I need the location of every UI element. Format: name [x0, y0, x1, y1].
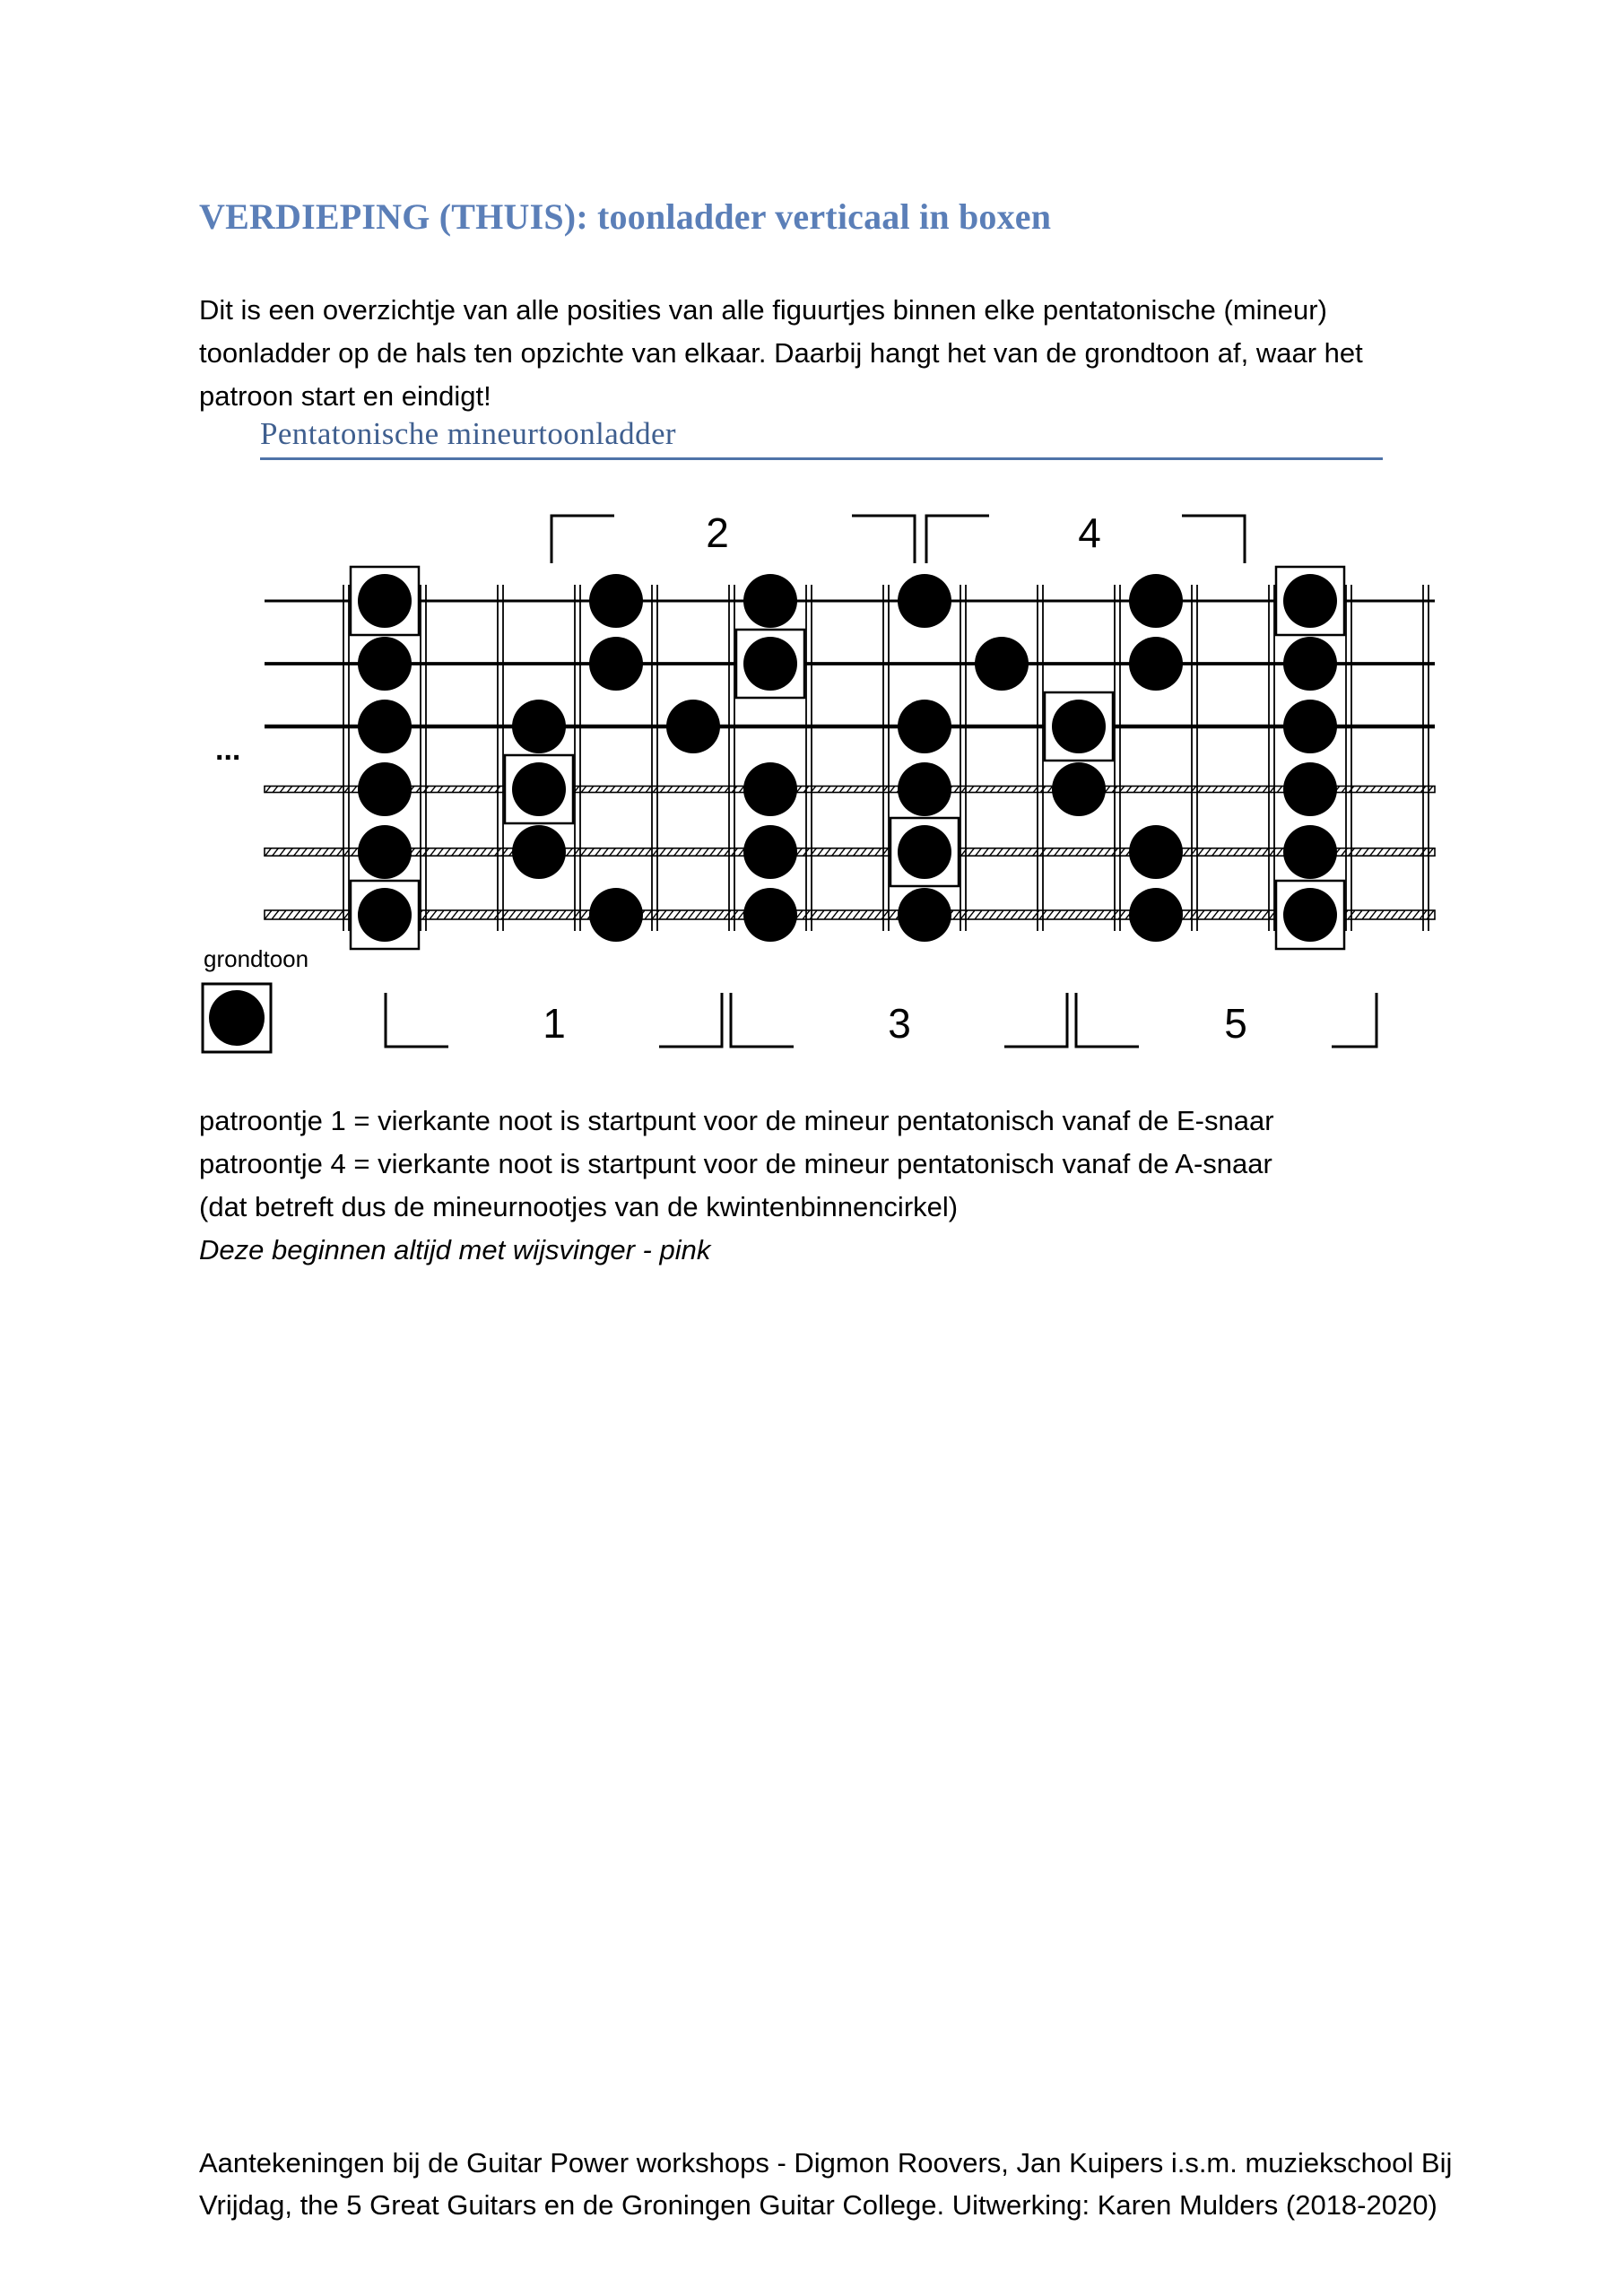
scale-note-dot [898, 700, 951, 753]
fretboard-diagram [193, 498, 1448, 1076]
root-note-dot [743, 637, 797, 691]
scale-note-dot [975, 637, 1029, 691]
scale-note-dot [743, 888, 797, 942]
diagram-caption: Pentatonische mineurtoonladder [260, 416, 1383, 460]
intro-line: Dit is een overzichtje van alle posities van alle figuurtjes binnen elke pentatonische (mineur) [199, 294, 1327, 326]
scale-note-dot [1283, 637, 1337, 691]
fret-line [1423, 585, 1429, 931]
scale-note-dot [743, 825, 797, 879]
scale-note-dot [898, 762, 951, 816]
root-note-dot [1283, 574, 1337, 628]
pattern-bracket [926, 516, 989, 563]
note-line: patroontje 1 = vierkante noot is startpunt voor de mineur pentatonisch vanaf de E-snaar [199, 1105, 1274, 1136]
scale-note-dot [512, 825, 566, 879]
root-note-dot [358, 574, 412, 628]
note-line: patroontje 4 = vierkante noot is startpunt voor de mineur pentatonisch vanaf de A-snaar [199, 1148, 1272, 1179]
string-6 [265, 910, 1435, 919]
footer-line: Aantekeningen bij de Guitar Power workshops - Digmon Roovers, Jan Kuipers i.s.m. muziekschool Bij [199, 2147, 1453, 2179]
scale-note-dot [512, 700, 566, 753]
scale-note-dot [1129, 825, 1183, 879]
pattern-label-3: 3 [888, 1000, 911, 1047]
scale-note-dot [589, 574, 643, 628]
scale-note-dot [589, 637, 643, 691]
scale-note-dot [1052, 762, 1106, 816]
scale-note-dot [898, 888, 951, 942]
pattern-label-4: 4 [1078, 509, 1101, 556]
pattern-bracket [551, 516, 614, 563]
scale-note-dot [358, 637, 412, 691]
pattern-bracket [1182, 516, 1245, 563]
fret-line [960, 585, 966, 931]
root-note-dot [1283, 888, 1337, 942]
pattern-label-5: 5 [1224, 1000, 1247, 1047]
scale-note-dot [358, 700, 412, 753]
scale-note-dot [1129, 637, 1183, 691]
scale-note-dot [666, 700, 720, 753]
legend-root-icon [203, 984, 271, 1052]
pattern-bracket [852, 516, 915, 563]
legend-label: grondtoon [204, 945, 309, 972]
scale-note-dot [1283, 762, 1337, 816]
footer-line: Vrijdag, the 5 Great Guitars en de Groningen Guitar College. Uitwerking: Karen Mulders (2018-2020) [199, 2189, 1437, 2221]
page-footer [199, 2142, 1472, 2226]
ellipsis-mark: ... [215, 733, 241, 767]
page-heading: VERDIEPING (THUIS): toonladder verticaal in boxen [199, 196, 1052, 237]
root-note-dot [512, 762, 566, 816]
scale-note-dot [898, 574, 951, 628]
string-4 [265, 787, 1435, 793]
string-5 [265, 848, 1435, 857]
fret-line [883, 585, 889, 931]
fret-line [575, 585, 580, 931]
pattern-bracket [386, 993, 448, 1047]
pattern-bracket [1332, 993, 1376, 1047]
fret-line [421, 585, 426, 931]
pattern-bracket [1076, 993, 1139, 1047]
scale-note-dot [1129, 888, 1183, 942]
pattern-notes [199, 1100, 1499, 1272]
intro-paragraph [199, 289, 1437, 418]
pattern-label-1: 1 [543, 1000, 566, 1047]
root-note-dot [358, 888, 412, 942]
scale-note-dot [743, 574, 797, 628]
root-note-dot [898, 825, 951, 879]
pattern-bracket [1004, 993, 1067, 1047]
pattern-bracket [731, 993, 794, 1047]
fret-line [1269, 585, 1274, 931]
fret-line [1346, 585, 1351, 931]
intro-line: toonladder op de hals ten opzichte van elkaar. Daarbij hangt het van de grondtoon af, waar het [199, 337, 1363, 369]
intro-line: patroon start en eindigt! [199, 380, 491, 412]
note-line: (dat betreft dus de mineurnootjes van de kwintenbinnencirkel) [199, 1191, 959, 1222]
fret-line [729, 585, 734, 931]
scale-note-dot [589, 888, 643, 942]
scale-note-dot [1283, 700, 1337, 753]
fretboard-svg [193, 498, 1448, 1072]
fret-line [806, 585, 812, 931]
scale-note-dot [358, 825, 412, 879]
pattern-label-2: 2 [706, 509, 729, 556]
scale-note-dot [1129, 574, 1183, 628]
scale-note-dot [743, 762, 797, 816]
scale-note-dot [1283, 825, 1337, 879]
scale-note-dot [358, 762, 412, 816]
fret-line [498, 585, 503, 931]
note-line-italic: Deze beginnen altijd met wijsvinger - pink [199, 1234, 711, 1265]
fret-line [652, 585, 657, 931]
fret-line [343, 585, 349, 931]
fret-line [1115, 585, 1120, 931]
root-note-dot [1052, 700, 1106, 753]
fret-line [1038, 585, 1043, 931]
pattern-bracket [659, 993, 722, 1047]
fret-line [1192, 585, 1197, 931]
